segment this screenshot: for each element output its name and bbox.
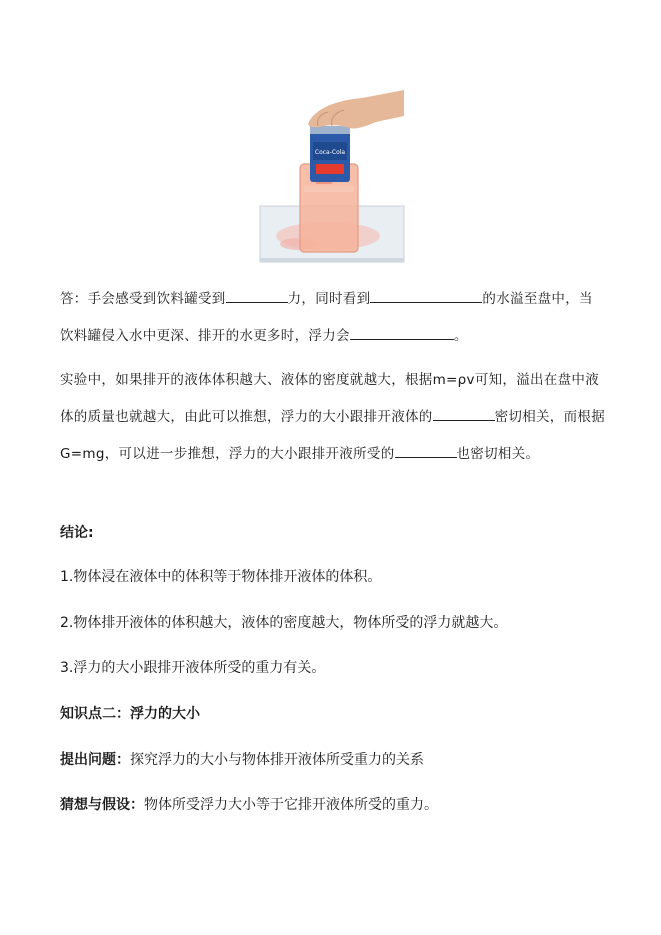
experiment-paragraph xyxy=(60,362,605,473)
answer-blank-3[interactable] xyxy=(350,325,454,340)
experiment-text-3: 也密切相关。 xyxy=(456,446,540,462)
answer-paragraph xyxy=(60,281,605,355)
knowledge-heading: 知识点二：浮力的大小 xyxy=(60,706,200,722)
answer-blank-2[interactable] xyxy=(370,288,482,303)
answer-blank-1[interactable] xyxy=(226,288,288,303)
answer-text-2: 力，同时看到 xyxy=(287,291,371,307)
conclusion-item-1: 1.物体浸在液体中的体积等于物体排开液体的体积。 xyxy=(60,569,382,585)
experiment-photo xyxy=(258,86,406,264)
conclusion-heading: 结论: xyxy=(60,525,94,541)
hypothesis-text: 物体所受浮力大小等于它排开液体所受的重力。 xyxy=(144,797,438,813)
hypothesis-line xyxy=(60,794,438,814)
hypothesis-label: 猜想与假设： xyxy=(60,797,144,813)
experiment-text-2: 密切相关，而根据G=mg，可以进一步推想，浮力的大小跟排开液所受的 xyxy=(60,409,606,462)
answer-text-4: 。 xyxy=(453,328,468,344)
experiment-blank-1[interactable] xyxy=(433,406,495,421)
answer-text-3: 的水溢至盘中，当饮料罐侵入水中更深、排开的水更多时，浮力会 xyxy=(60,291,593,344)
question-label: 提出问题： xyxy=(60,752,130,768)
question-text: 探究浮力的大小与物体排开液体所受重力的关系 xyxy=(130,752,424,768)
experiment-text-1: 实验中，如果排开的液体体积越大、液体的密度就越大，根据m=ρv可知，溢出在盘中液体的质量也就越大，由此可以推想，浮力的大小跟排开液体的 xyxy=(60,372,600,425)
question-line xyxy=(60,749,424,769)
conclusion-item-2: 2.物体排开液体的体积越大，液体的密度越大，物体所受的浮力就越大。 xyxy=(60,615,508,631)
can-label: Coca-Cola xyxy=(314,149,346,156)
experiment-blank-2[interactable] xyxy=(395,443,457,458)
conclusion-item-3: 3.浮力的大小跟排开液体所受的重力有关。 xyxy=(60,660,326,676)
answer-text-1: 答：手会感受到饮料罐受到 xyxy=(60,291,226,307)
